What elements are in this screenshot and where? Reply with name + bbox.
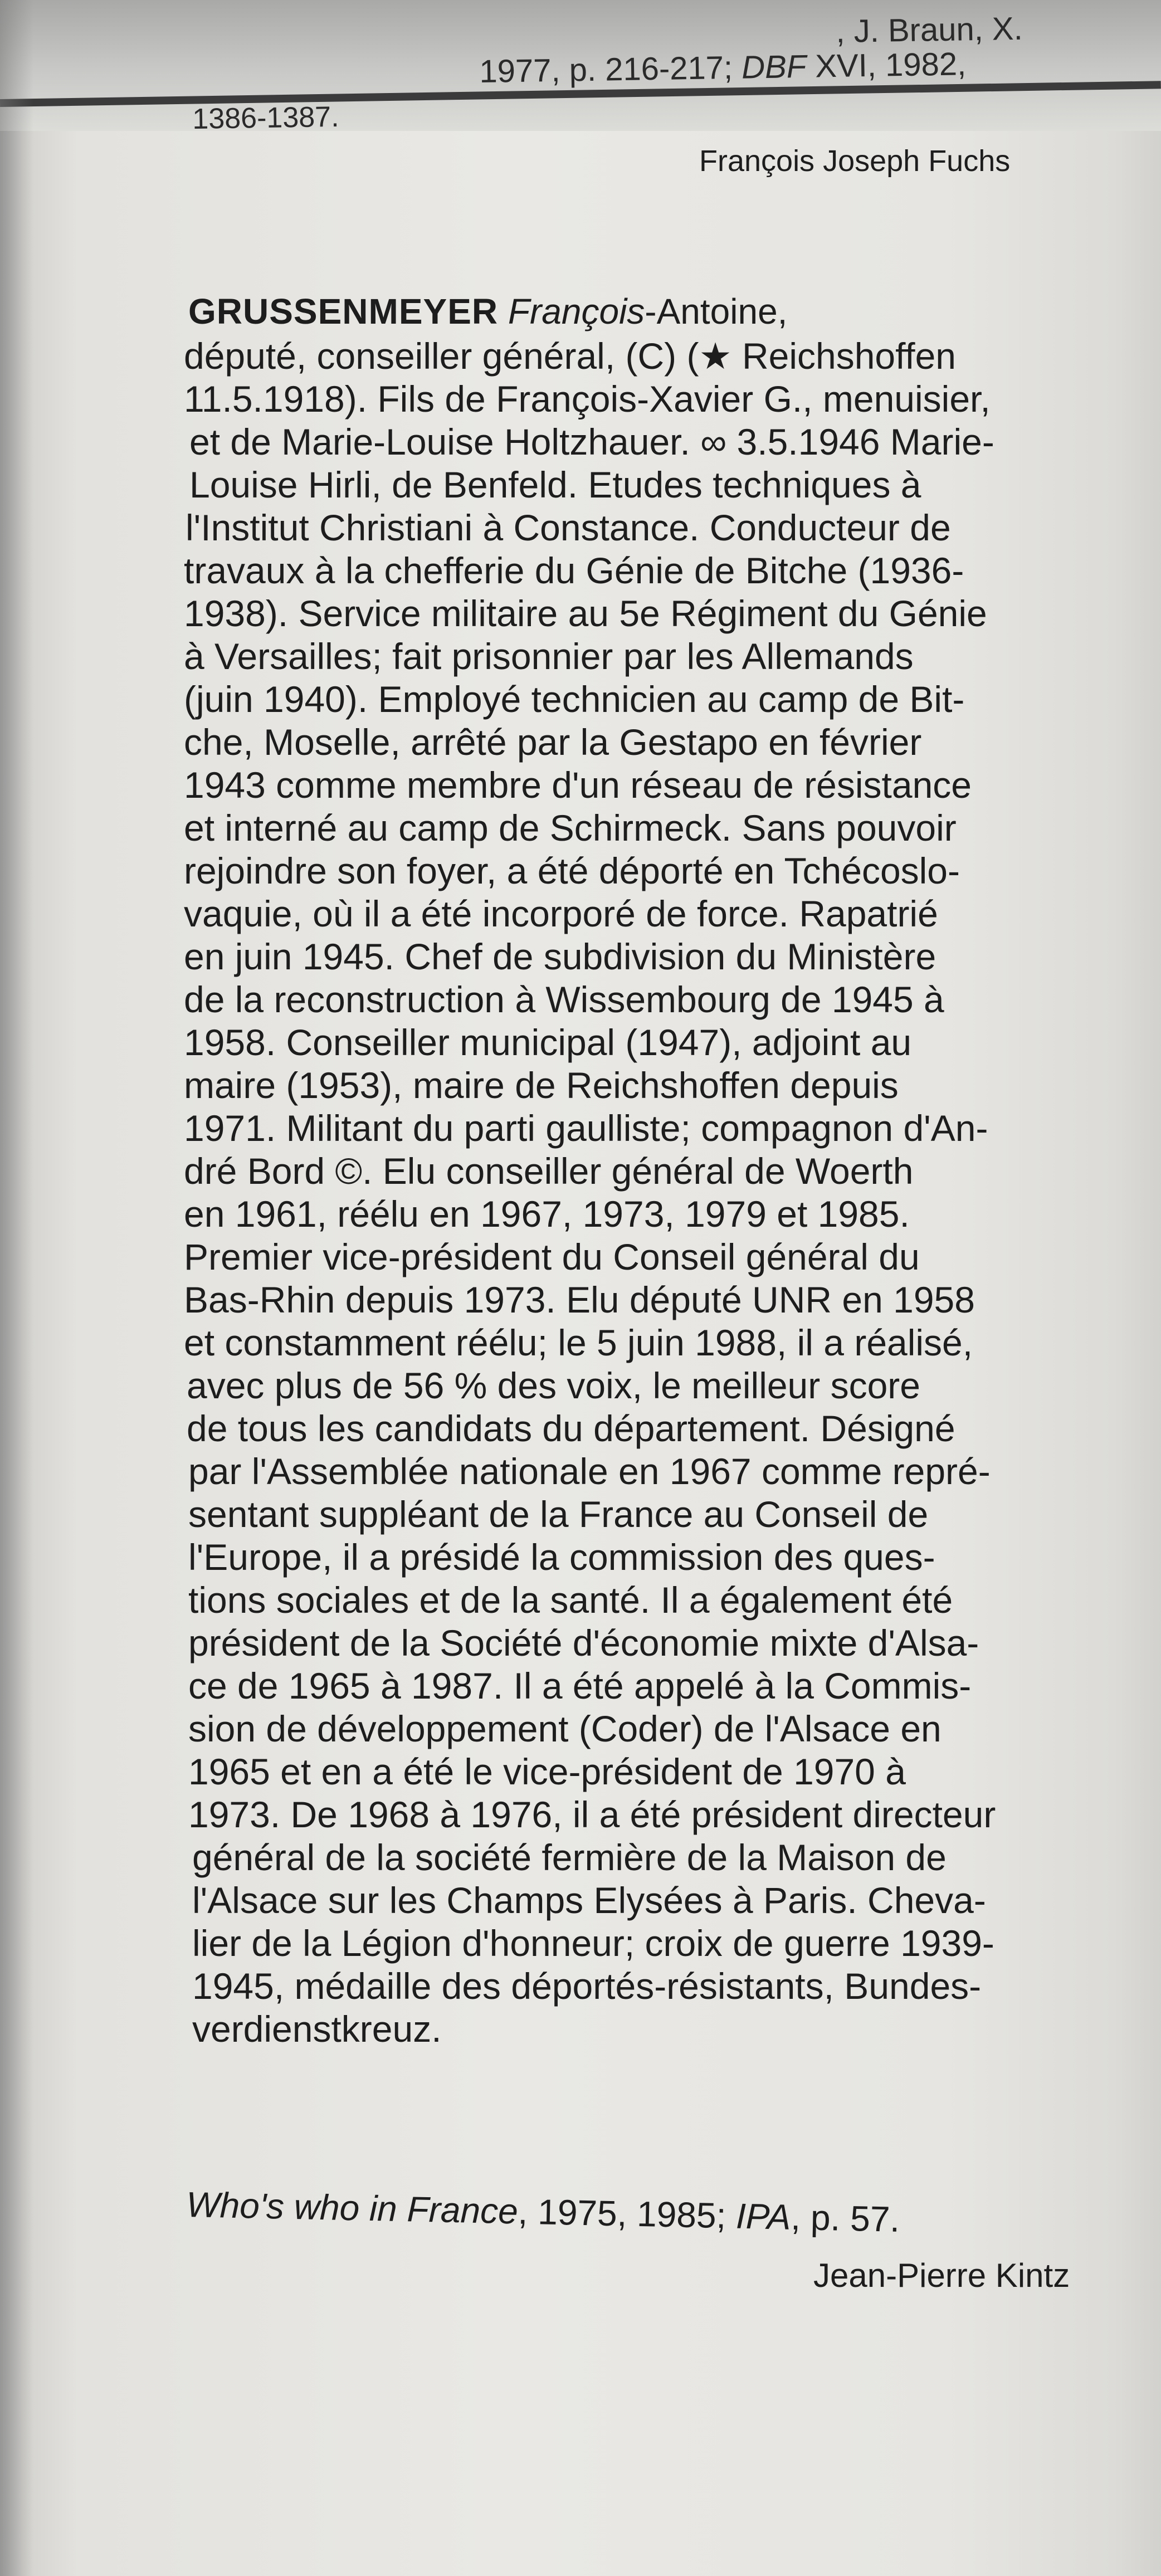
entry-text-line: 1971. Militant du parti gaulliste; compagnon d'An-	[184, 1108, 988, 1149]
entry-references: Who's who in France, 1975, 1985; IPA, p. 57.	[186, 2184, 900, 2240]
entry-text-line: dré Bord ©. Elu conseiller général de Woerth	[184, 1150, 914, 1192]
entry-text-line: lier de la Légion d'honneur; croix de guerre 1939-	[192, 1923, 994, 1964]
entry-text-line: général de la société fermière de la Maison de	[192, 1837, 947, 1878]
entry-text-line: et de Marie-Louise Holtzhauer. ∞ 3.5.1946 Marie-	[189, 421, 994, 462]
entry-text-line: 1973. De 1968 à 1976, il a été président directeur	[188, 1794, 996, 1835]
entry-text-line: vaquie, où il a été incorporé de force. Rapatrié	[184, 893, 938, 934]
entry-text-line: et constamment réélu; le 5 juin 1988, il a réalisé,	[184, 1322, 973, 1363]
entry-text-line: travaux à la chefferie du Génie de Bitche (1936-	[184, 550, 964, 591]
entry-text-line: et interné au camp de Schirmeck. Sans pouvoir	[184, 807, 957, 848]
entry-heading: GRUSSENMEYER François-Antoine,	[188, 291, 788, 331]
entry-text-line: maire (1953), maire de Reichshoffen depuis	[184, 1065, 899, 1106]
entry-text-line: président de la Société d'économie mixte d'Alsa-	[188, 1622, 979, 1663]
entry-text-line: rejoindre son foyer, a été déporté en Tchécoslo-	[184, 850, 960, 891]
entry-text-line: avec plus de 56 % des voix, le meilleur score	[187, 1365, 920, 1406]
entry-text-line: en 1961, réélu en 1967, 1973, 1979 et 1985.	[184, 1193, 910, 1235]
entry-text-line: sentant suppléant de la France au Conseil de	[188, 1494, 929, 1535]
entry-text-line: (juin 1940). Employé technicien au camp de Bit-	[184, 679, 965, 720]
entry-text-line: 1958. Conseiller municipal (1947), adjoint au	[184, 1022, 912, 1063]
entry-text-line: sion de développement (Coder) de l'Alsace en	[188, 1708, 942, 1749]
entry-text-line: 1945, médaille des déportés-résistants, Bundes-	[192, 1965, 982, 2007]
entry-text-line: verdienstkreuz.	[192, 2008, 442, 2050]
entry-text-line: par l'Assemblée nationale en 1967 comme repré-	[188, 1451, 991, 1492]
page-gutter-shadow	[0, 0, 33, 2576]
entry-text-line: ce de 1965 à 1987. Il a été appelé à la Commis-	[188, 1665, 972, 1706]
entry-author: Jean-Pierre Kintz	[813, 2257, 1070, 2294]
entry-text-line: l'Europe, il a présidé la commission des ques-	[188, 1536, 935, 1578]
entry-text-line: 1943 comme membre d'un réseau de résistance	[184, 764, 972, 806]
entry-text-line: député, conseiller général, (C) (★ Reichshoffen	[184, 335, 956, 377]
entry-text-line: 11.5.1918). Fils de François-Xavier G., menuisier,	[184, 378, 991, 419]
entry-text-line: l'Institut Christiani à Constance. Conducteur de	[186, 507, 951, 548]
entry-text-line: Premier vice-président du Conseil général du	[184, 1236, 920, 1277]
entry-text-line: à Versailles; fait prisonnier par les Allemands	[184, 636, 914, 677]
entry-text-line: tions sociales et de la santé. Il a également été	[188, 1579, 953, 1621]
entry-surname: GRUSSENMEYER	[188, 291, 499, 331]
entry-text-line: de la reconstruction à Wissembourg de 1945 à	[184, 979, 944, 1020]
previous-entry-ref-line-3: 1386-1387.	[192, 100, 339, 135]
entry-text-line: l'Alsace sur les Champs Elysées à Paris. Cheva-	[192, 1880, 986, 1921]
previous-entry-ref-line-2: 1977, p. 216-217; DBF XVI, 1982,	[479, 46, 967, 90]
entry-given-name: François	[508, 291, 645, 331]
previous-entry-ref-line-1: , J. Braun, X.	[835, 10, 1023, 50]
entry-text-line: 1965 et en a été le vice-président de 1970 à	[188, 1751, 906, 1792]
entry-text-line: Bas-Rhin depuis 1973. Elu député UNR en 1958	[184, 1279, 975, 1320]
entry-text-line: che, Moselle, arrêté par la Gestapo en février	[184, 721, 922, 763]
entry-text-line: de tous les candidats du département. Désigné	[187, 1408, 955, 1449]
entry-text-line: Louise Hirli, de Benfeld. Etudes techniques à	[189, 464, 921, 505]
entry-text-line: 1938). Service militaire au 5e Régiment du Génie	[184, 593, 987, 634]
entry-text-line: en juin 1945. Chef de subdivision du Ministère	[184, 936, 936, 977]
previous-entry-author: François Joseph Fuchs	[699, 144, 1011, 178]
